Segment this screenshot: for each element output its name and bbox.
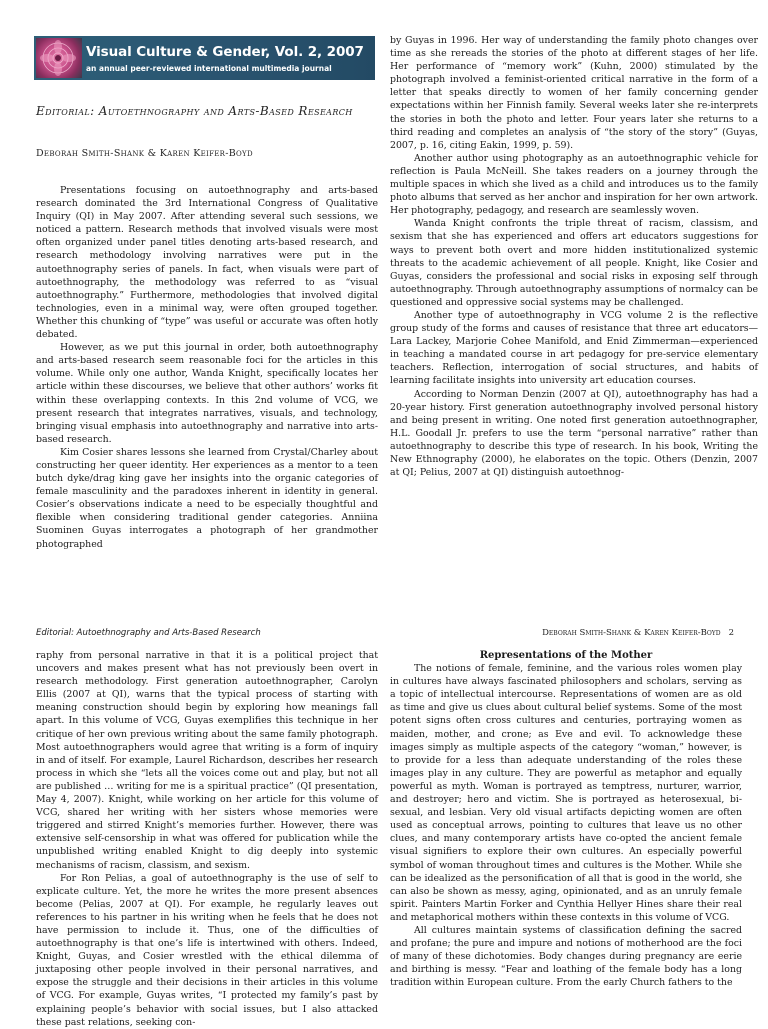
journal-subtitle: an annual peer-reviewed international multimedia journal bbox=[86, 64, 332, 73]
editorial-title: Editorial: Autoethnography and Arts-Based Research bbox=[36, 104, 353, 118]
section-heading: Representations of the Mother bbox=[479, 650, 653, 661]
paragraph: Presentations focusing on autoethnography and arts-based research dominated the 3rd International Congress of Qualitative Inquiry (QI) in May 2007. After attending several such sessions, we noticed a pattern. Research methods that involved visuals were most often organized under panel titles denoting arts-based research, and research methodology involving narratives were put in the autoethnography series of panels. In fact, when visuals were part of autoethnography, the methodology was referred to as “visual autoethnography.” Furthermore, methodologies that involved digital technologies, even in a minimal way, were often grouped together. Whether this chunking of “type” was useful or accurate was often hotly debated. bbox=[36, 185, 378, 341]
paragraph: Another author using photography as an autoethnographic vehicle for reflection is Paula McNeill. She takes readers on a journey through the multiple spaces in which she lived as a child and introduces us to the family photo albums that served as her anchor and inspiration for her own artwork. Her photography, pedagogy, and research are seamlessly woven. bbox=[390, 152, 758, 217]
page1-left-column bbox=[36, 184, 378, 551]
journal-title: Visual Culture & Gender, Vol. 2, 2007 bbox=[86, 44, 364, 60]
paragraph: However, as we put this journal in order, both autoethnography and arts-based research seem reasonable foci for the articles in this volume. While only one author, Wanda Knight, specifically locates her article within these discourses, we believe that other authors’ works fit within these overlapping contexts. In this 2nd volume of VCG, we present research that integrates narratives, visuals, and technology, bringing visual emphasis into autoethnography and narrative into arts-based research. bbox=[36, 342, 378, 445]
flower-logo-icon bbox=[36, 38, 82, 78]
paragraph: According to Norman Denzin (2007 at QI), autoethnography has had a 20-year history. First generation autoethnography involved personal history and being present in writing. One noted first generation autoethnographer, H.L. Goodall Jr. prefers to use the term “personal narrative” rather than autoethnography to describe this type of research. In his book, Writing the New Ethnography (2000), he elaborates on the topic. Others (Denzin, 2007 at QI; Pelius, 2007 at QI) distinguish autoethnog- bbox=[390, 388, 758, 479]
author-line: Deborah Smith-Shank & Karen Keifer-Boyd bbox=[36, 148, 253, 159]
page2-right-column bbox=[390, 649, 742, 989]
running-head-author-names: Deborah Smith-Shank & Karen Keifer-Boyd bbox=[542, 628, 721, 638]
running-head-authors bbox=[542, 628, 734, 638]
paragraph: Wanda Knight confronts the triple threat of racism, classism, and sexism that she has experienced and offers art educators suggestions for ways to prevent both overt and more hidden institutionalized systemic threats to the academic achievement of all people. Knight, like Cosier and Guyas, considers the professional and social risks in exposing self through autoethnography. Through autoethnography assumptions of normalcy can be questioned and oppressive social systems may be challenged. bbox=[390, 218, 758, 308]
paragraph: For Ron Pelias, a goal of autoethnography is the use of self to explicate culture. Yet, the more he writes the more present absences become (Pelias, 2007 at QI). For example, he regularly leaves out references to his partner in his writing when he feels that he does not have permission to include it. Thus, one of the difficulties of autoethnography is that one’s life is intertwined with others. Indeed, Knight, Guyas, and Cosier wrestled with the ethical dilemma of juxtaposing other people involved in their personal narratives, and expose the struggle and their decisions in their articles in this volume of VCG. For example, Guyas writes, “I protected my family’s past by explaining people’s behavior with social issues, but I also attacked these past relations, seeking con- bbox=[36, 872, 378, 1028]
journal-page-2 bbox=[0, 512, 768, 1028]
paragraph: raphy from personal narrative in that it is a political project that uncovers and makes present what has not previously been overt in research methodology. First generation autoethnographer, Carolyn Ellis (2007 at QI), warns that the typical process of starting with meaning construction should begin by exploring how meanings fall apart. In this volume of VCG, Guyas exemplifies this technique in her critique of her own previous writing about the same family photograph. Most autoethnographers would agree that writing is a form of inquiry in and of itself. For example, Laurel Richardson, describes her research process in which she “lets all the voices come out and play, but not all are published … writing for me is a spiritual practice” (QI presentation, May 4, 2007). Knight, while working on her article for this volume of VCG, shared her writing with her sisters whose memories were triggered and stirred Knight’s memories further. However, there was extensive self-censorship in what was offered for publication while the unpublished writing enabled Knight to dig deeply into systemic mechanisms of racism, classism, and sexism. bbox=[36, 650, 378, 871]
page2-left-column bbox=[36, 649, 378, 1029]
paragraph: All cultures maintain systems of classification defining the sacred and profane; the pure and impure and notions of motherhood are the foci of many of these dichotomies. Body changes during pregnancy are eerie and birthing is messy. “Fear and loathing of the female body has a long tradition within European culture. From the early Church fathers to the bbox=[390, 924, 742, 989]
paragraph: The notions of female, feminine, and the various roles women play in cultures have always fascinated philosophers and scholars, serving as a topic of intellectual intercourse. Representations of women are as old as time and give us clues about cultural belief systems. Some of the most potent signs often cross cultures and centuries, portraying women as maiden, mother, and crone; as Eve and evil. To acknowledge these images simply as multiple aspects of the category “woman,” however, is to provide for a less than adequate understanding of the roles these images play in any culture. They are powerful as metaphor and equally powerful as myth. Woman is portrayed as temptress, nurturer, warrior, and destroyer; hero and victim. She is portrayed as heterosexual, bi-sexual, and lesbian. Very old visual artifacts depicting women are often used as conceptual arrows, pointing to cultures that leave us no other clues, and many contemporary artists have co-opted the ancient female visual signifiers to explore their own cultures. An especially powerful symbol of woman throughout times and cultures is the Mother. While she can be idealized as the personification of all that is good in the world, she can also be shown as messy, aging, opinionated, and as an unruly female spirit. Painters Martin Forker and Cynthia Hellyer Hines share their real and metaphorical mothers within these contexts in this volume of VCG. bbox=[390, 663, 742, 923]
running-head-title: Editorial: Autoethnography and Arts-Based Research bbox=[36, 628, 261, 638]
paragraph: Kim Cosier shares lessons she learned from Crystal/Charley about constructing her queer identity. Her experiences as a mentor to a teen butch dyke/drag king gave her insights into the organic categories of female masculinity and the paradoxes inherent in identity in general. Cosier’s observations indicate a need to be especially thoughtful and flexible when considering traditional gender categories. Anniina Suominen Guyas interrogates a photograph of her grandmother photographed bbox=[36, 446, 378, 550]
paragraph: by Guyas in 1996. Her way of understanding the family photo changes over time as she rereads the stories of the photo at different stages of her life. Her performance of “memory work” (Kuhn, 2000) stimulated by the photograph involved a feminist-oriented critical narrative in the form of a letter that speaks directly to women of her family concerning gender expectations within her Finnish family. Several weeks later she re-interprets the stories in both the photo and letter. Four years later she returns to a third reading and completes an analysis of “the story of the story” (Guyas, 2007, p. 16, citing Eakin, 1999, p. 59). bbox=[390, 35, 758, 151]
paragraph: Another type of autoethnography in VCG volume 2 is the reflective group study of the forms and causes of resistance that three art educators—Lara Lackey, Marjorie Cohee Manifold, and Enid Zimmerman—experienced in teaching a mandated course in art pedagogy for pre-service elementary teachers. Reflection, interrogation of social structures, and habits of learning facilitate insights into university art education courses. bbox=[390, 309, 758, 387]
page-number: 2 bbox=[728, 628, 734, 638]
page1-right-column bbox=[390, 34, 758, 479]
journal-banner bbox=[34, 36, 375, 80]
